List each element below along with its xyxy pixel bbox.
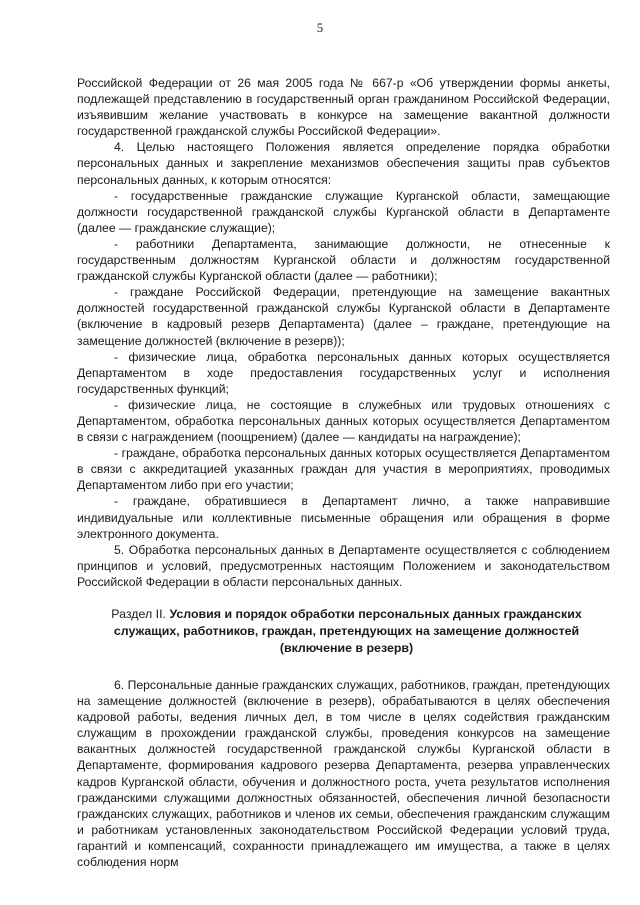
paragraph-item-6: 6. Персональные данные гражданских служащих, работников, граждан, претендующих на замещение должностей (включение в резерв), обрабатываются в целях обеспечения кадровой работы, ведения личных дел, в том числе в целях содействия гражданским служащим в прохождении гражданской службы, проведения конкурсов на замещение вакантных должностей государственной гражданской службы Курганской области в Департаменте, формирования кадрового резерва Департамента, резерва управленческих кадров Курганской области, обучения и должностного роста, учета результатов исполнения гражданскими служащими должностных обязанностей, обеспечения личной безопасности гражданских служащих, работников и членов их семьи, обеспечения гражданским служащим и работникам установленных законодательством Российской Федерации условий труда, гарантий и компенсаций, сохранности принадлежащего им имущества, а также в целях соблюдения норм bbox=[77, 678, 610, 870]
list-item: - работники Департамента, занимающие должности, не отнесенные к государственным должностям Курганской области и должностям государственной гражданской службы Курганской области (далее — работники); bbox=[77, 236, 610, 284]
paragraphs-after bbox=[77, 677, 610, 870]
list-item: - физические лица, не состоящие в служебных или трудовых отношениях с Департаментом, обработка персональных данных которых осуществляется Департаментом в связи с награждением (поощрением) (далее — кандидаты на награждение); bbox=[77, 397, 610, 445]
section-number: Раздел II. bbox=[111, 607, 166, 621]
paragraph-item-5: 5. Обработка персональных данных в Департаменте осуществляется с соблюдением принципов и условий, предусмотренных настоящим Положением и законодательством Российской Федерации в области персональных данных. bbox=[77, 542, 610, 589]
paragraph: Российской Федерации от 26 мая 2005 года № 667-р «Об утверждении формы анкеты, подлежащей представлению в государственный орган гражданином Российской Федерации, изъявившим желание участвовать в конкурсе на замещение вакантной должности государственной гражданской службы Российской Федерации». bbox=[77, 76, 610, 139]
list-item: - граждане Российской Федерации, претендующие на замещение вакантных должностей государственной гражданской службы Курганской области в Департаменте (включение в кадровый резерв Департамента) (далее – граждане, претендующие на замещение должностей (включение в резерв)); bbox=[77, 285, 610, 348]
list-item: - граждане, обратившиеся в Департамент лично, а также направившие индивидуальные или коллективные письменные обращения или обращения в форме электронного документа. bbox=[77, 494, 610, 541]
section-heading bbox=[77, 606, 610, 657]
document-body bbox=[77, 75, 610, 870]
page-number: 5 bbox=[316, 20, 324, 35]
paragraph-item-4: 4. Целью настоящего Положения является определение порядка обработки персональных данных и закрепление механизмов обеспечения защиты прав субъектов персональных данных, к которым относятся: bbox=[77, 140, 610, 187]
list-item: - граждане, обработка персональных данных которых осуществляется Департаментом в связи с аккредитацией указанных граждан для участия в мероприятиях, проводимых Департаментом либо при его участии; bbox=[77, 446, 610, 493]
paragraphs-before bbox=[77, 75, 610, 590]
section-title: Условия и порядок обработки персональных данных гражданских служащих, работников, граждан, претендующих на замещение должностей (включение в резерв) bbox=[113, 607, 582, 655]
list-item: - физические лица, обработка персональных данных которых осуществляется Департаментом в ходе предоставления государственных услуг и исполнения государственных функций; bbox=[77, 349, 610, 396]
list-item: - государственные гражданские служащие Курганской области, замещающие должности государственной гражданской службы Курганской области в Департаменте (далее — гражданские служащие); bbox=[77, 188, 610, 235]
